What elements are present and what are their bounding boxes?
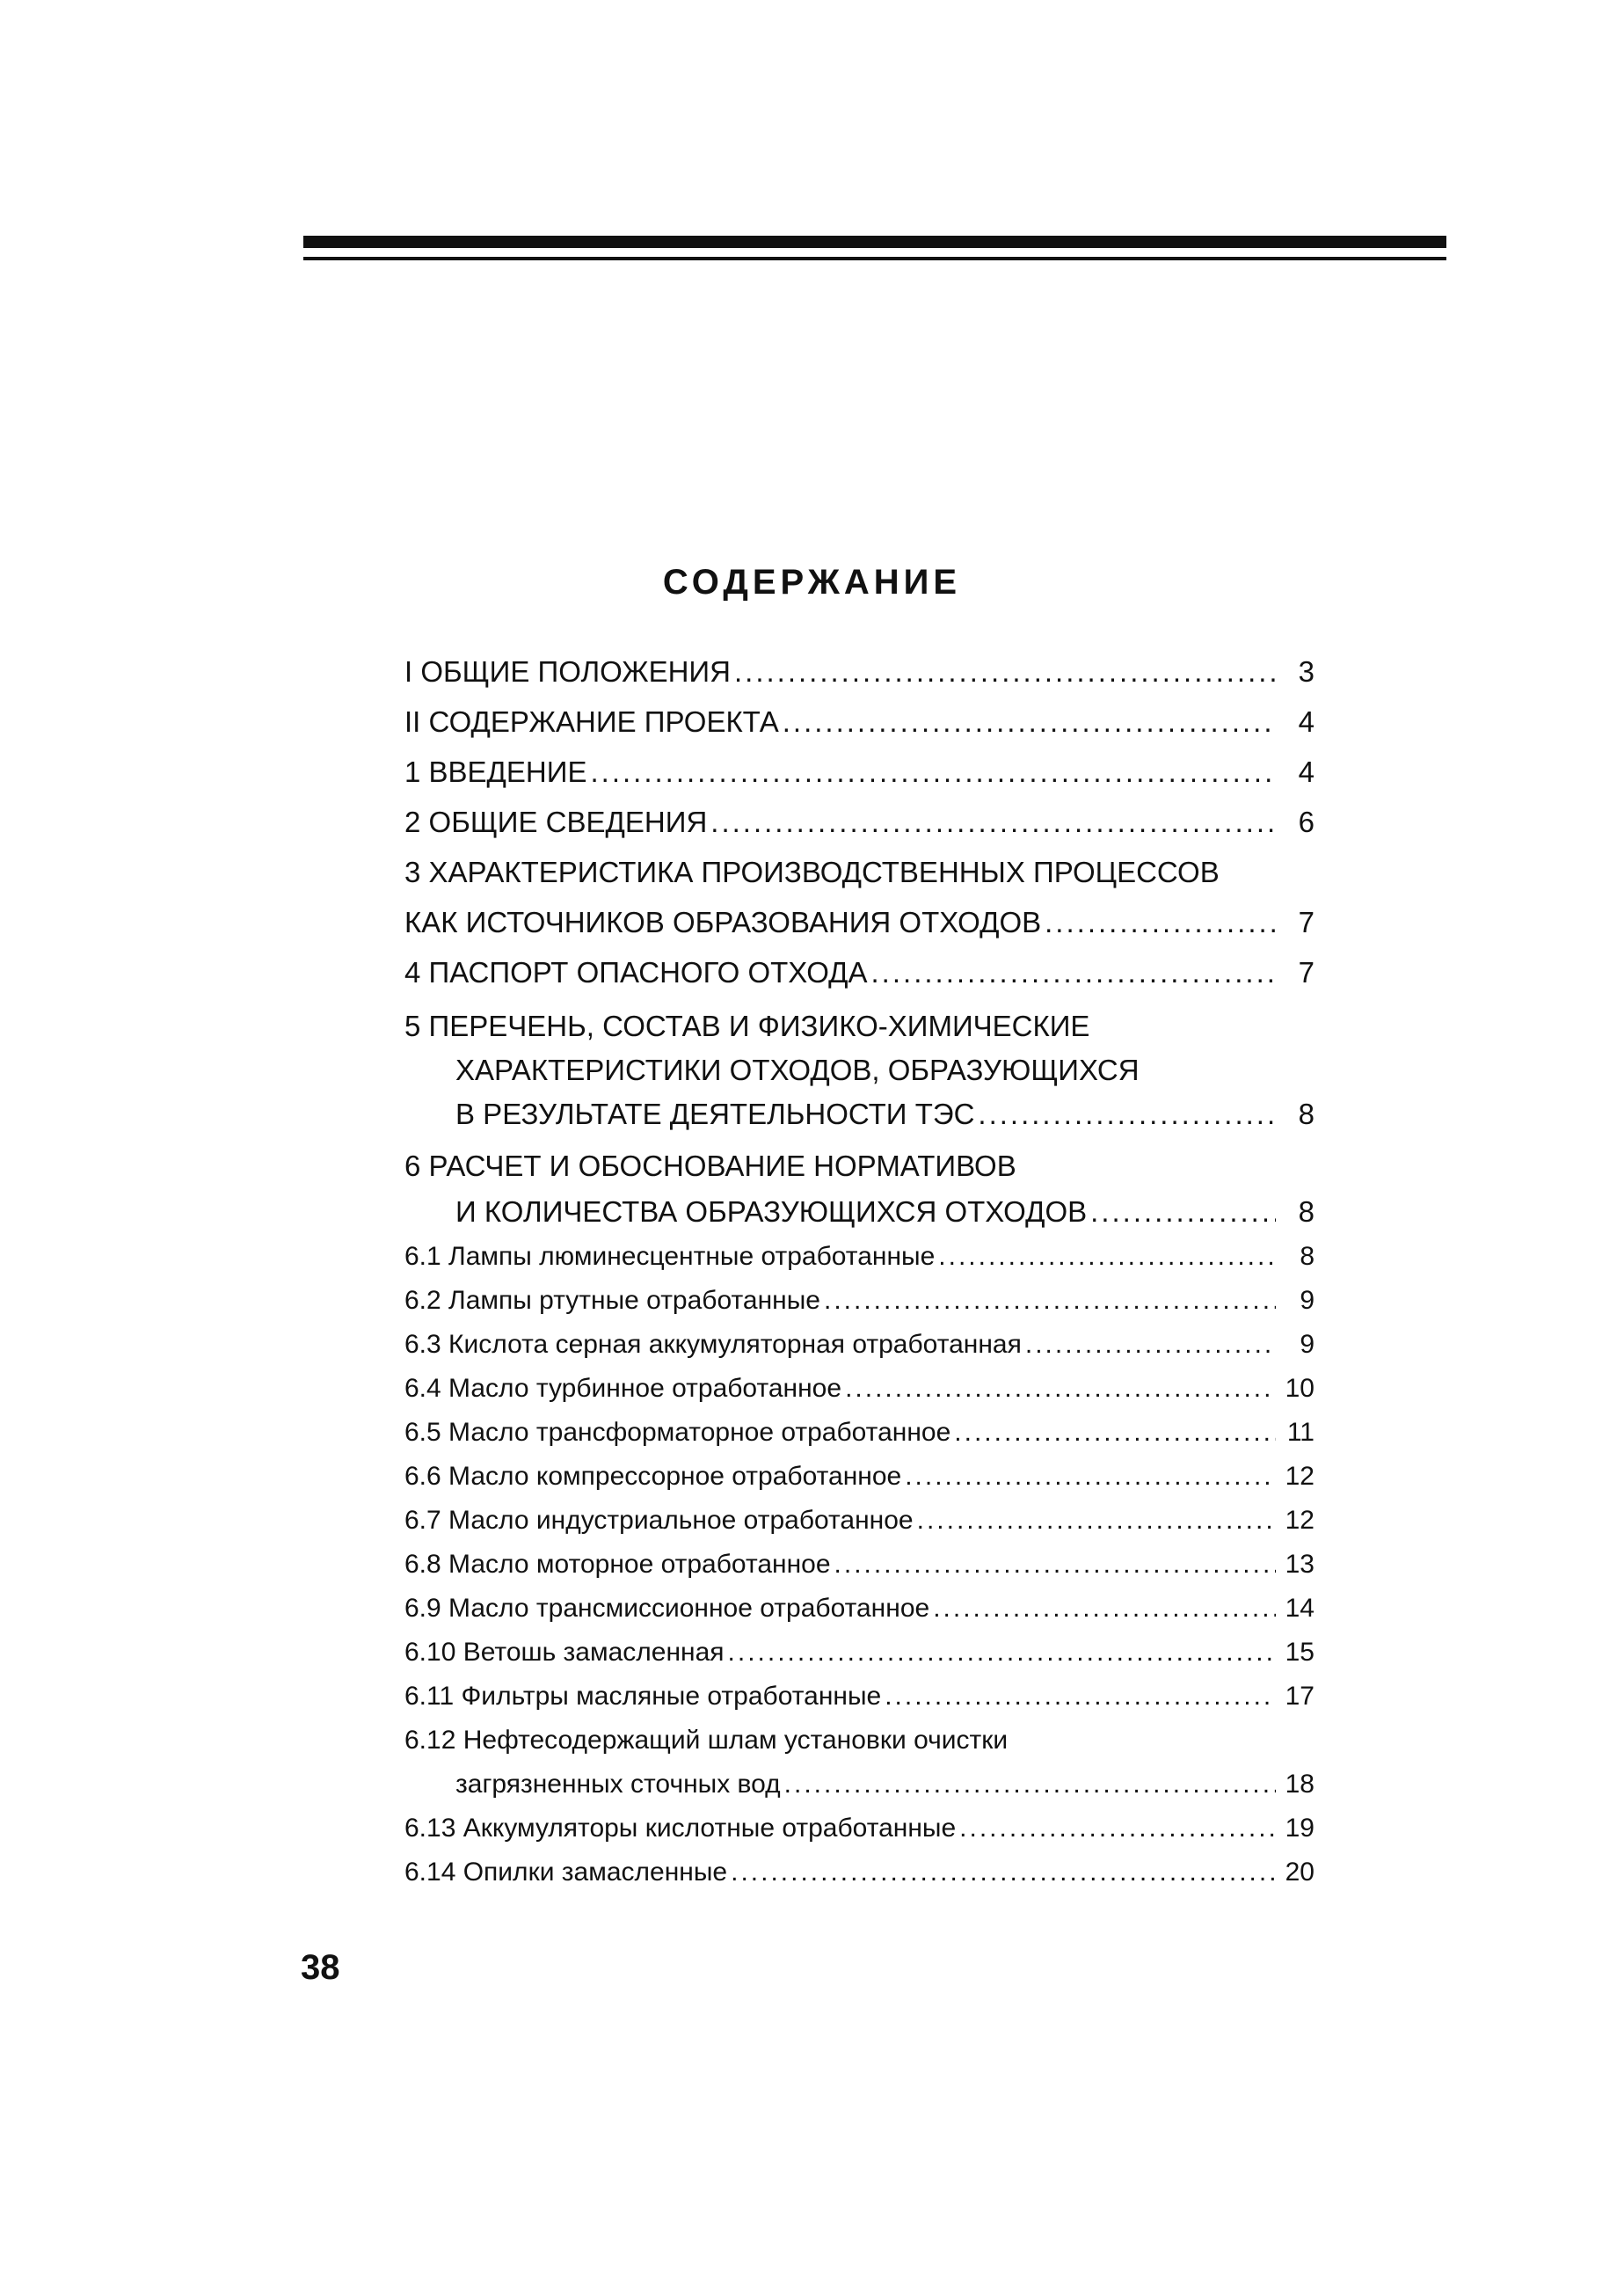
- toc-entry-label: 6.2 Лампы ртутные отработанные: [404, 1286, 820, 1315]
- toc-entry-label: 6.6 Масло компрессорное отработанное: [404, 1462, 902, 1491]
- leader-dots: [731, 1851, 1276, 1894]
- leader-dots: [845, 1367, 1276, 1411]
- toc-entry-page: 8: [1298, 1195, 1314, 1228]
- toc-entry-page: 7: [1298, 906, 1314, 938]
- leader-dots: [784, 1763, 1276, 1807]
- leader-dots: [710, 797, 1276, 847]
- toc-entry-page: 8: [1300, 1242, 1314, 1271]
- toc-entry-label: 6.1 Лампы люминесцентные отработанные: [404, 1242, 936, 1271]
- leader-dots: [978, 1092, 1276, 1136]
- toc-entry-label: 6.12 Нефтесодержащий шлам установки очистки: [404, 1726, 1009, 1755]
- leader-dots: [1090, 1189, 1276, 1235]
- toc-entry-page: 17: [1285, 1682, 1314, 1711]
- toc-entry-page: 4: [1298, 705, 1314, 738]
- header-rule-thin: [303, 257, 1446, 260]
- toc-entry-page: 7: [1298, 956, 1314, 989]
- toc-entry-label: КАК ИСТОЧНИКОВ ОБРАЗОВАНИЯ ОТХОДОВ: [404, 906, 1042, 938]
- toc-entry-label: 2 ОБЩИЕ СВЕДЕНИЯ: [404, 806, 708, 838]
- leader-dots: [917, 1499, 1276, 1543]
- toc-entry-page: 12: [1285, 1506, 1314, 1535]
- toc-entry[interactable]: [404, 1411, 1314, 1455]
- toc-entry[interactable]: [404, 797, 1314, 847]
- toc-entry-label: ХАРАКТЕРИСТИКИ ОТХОДОВ, ОБРАЗУЮЩИХСЯ: [455, 1054, 1140, 1086]
- toc-entry-label: 6.8 Масло моторное отработанное: [404, 1550, 831, 1579]
- toc-entry[interactable]: [404, 1189, 1314, 1235]
- toc-entry-label: I ОБЩИЕ ПОЛОЖЕНИЯ: [404, 655, 731, 688]
- toc-entry[interactable]: [404, 847, 1314, 897]
- toc-entry[interactable]: [404, 697, 1314, 747]
- toc-entry[interactable]: [404, 1143, 1314, 1189]
- toc-entry[interactable]: [404, 1763, 1314, 1807]
- toc-entry-page: 10: [1285, 1374, 1314, 1403]
- toc-entry[interactable]: [404, 1631, 1314, 1675]
- toc-title: СОДЕРЖАНИЕ: [662, 563, 962, 602]
- toc-entry-page: 4: [1298, 756, 1314, 788]
- toc-entry-label: 6.7 Масло индустриальное отработанное: [404, 1506, 914, 1535]
- toc-entry[interactable]: [404, 1367, 1314, 1411]
- toc-entry-label: 6.4 Масло турбинное отработанное: [404, 1374, 842, 1403]
- toc-entry-label: 3 ХАРАКТЕРИСТИКА ПРОИЗВОДСТВЕННЫХ ПРОЦЕССОВ: [404, 856, 1220, 888]
- toc-entry-label: загрязненных сточных вод: [455, 1770, 781, 1799]
- toc-entry-label: И КОЛИЧЕСТВА ОБРАЗУЮЩИХСЯ ОТХОДОВ: [455, 1195, 1088, 1228]
- table-of-contents: [404, 646, 1314, 1894]
- toc-entry[interactable]: [404, 1719, 1314, 1763]
- leader-dots: [938, 1235, 1276, 1279]
- toc-entry[interactable]: [404, 1851, 1314, 1894]
- toc-entry[interactable]: [404, 1499, 1314, 1543]
- toc-entry-page: 12: [1285, 1462, 1314, 1491]
- toc-entry[interactable]: [404, 1323, 1314, 1367]
- toc-entry-label: 6.13 Аккумуляторы кислотные отработанные: [404, 1814, 957, 1843]
- toc-entry-page: 8: [1298, 1098, 1314, 1130]
- toc-entry-page: 15: [1285, 1638, 1314, 1667]
- leader-dots: [590, 747, 1276, 797]
- toc-entry-page: 13: [1285, 1550, 1314, 1579]
- toc-entry-page: 18: [1285, 1770, 1314, 1799]
- toc-entry[interactable]: [404, 1587, 1314, 1631]
- leader-dots: [728, 1631, 1276, 1675]
- toc-entry[interactable]: [404, 1235, 1314, 1279]
- toc-entry[interactable]: [404, 646, 1314, 697]
- leader-dots: [1025, 1323, 1276, 1367]
- toc-entry[interactable]: [404, 747, 1314, 797]
- toc-entry-page: 9: [1300, 1286, 1314, 1315]
- leader-dots: [824, 1279, 1276, 1323]
- page-number: 38: [301, 1948, 340, 1987]
- leader-dots: [954, 1411, 1276, 1455]
- toc-entry-page: 14: [1285, 1594, 1314, 1623]
- toc-entry-label: II СОДЕРЖАНИЕ ПРОЕКТА: [404, 705, 779, 738]
- toc-entry-page: 6: [1298, 806, 1314, 838]
- toc-entry[interactable]: [404, 1004, 1314, 1048]
- toc-entry[interactable]: [404, 1675, 1314, 1719]
- toc-entry-label: 4 ПАСПОРТ ОПАСНОГО ОТХОДА: [404, 956, 868, 989]
- toc-entry-label: 6.14 Опилки замасленные: [404, 1858, 728, 1887]
- leader-dots: [734, 646, 1276, 697]
- toc-entry-label: 6.11 Фильтры масляные отработанные: [404, 1682, 882, 1711]
- leader-dots: [783, 697, 1276, 747]
- leader-dots: [905, 1455, 1276, 1499]
- toc-entry-page: 19: [1285, 1814, 1314, 1843]
- toc-entry[interactable]: [404, 1092, 1314, 1136]
- leader-dots: [1045, 897, 1276, 947]
- toc-entry-page: 20: [1285, 1858, 1314, 1887]
- toc-entry[interactable]: [404, 1048, 1314, 1092]
- leader-dots: [834, 1543, 1276, 1587]
- toc-entry[interactable]: [404, 1455, 1314, 1499]
- toc-entry-label: 6.9 Масло трансмиссионное отработанное: [404, 1594, 930, 1623]
- toc-entry-label: 5 ПЕРЕЧЕНЬ, СОСТАВ И ФИЗИКО-ХИМИЧЕСКИЕ: [404, 1010, 1090, 1042]
- toc-entry-page: 3: [1298, 655, 1314, 688]
- toc-entry[interactable]: [404, 897, 1314, 947]
- toc-entry-label: 6.3 Кислота серная аккумуляторная отработанная: [404, 1330, 1022, 1359]
- toc-entry[interactable]: [404, 1807, 1314, 1851]
- toc-entry-label: 6 РАСЧЕТ И ОБОСНОВАНИЕ НОРМАТИВОВ: [404, 1150, 1016, 1182]
- toc-entry[interactable]: [404, 1279, 1314, 1323]
- toc-entry-label: 1 ВВЕДЕНИЕ: [404, 756, 587, 788]
- toc-entry-label: В РЕЗУЛЬТАТЕ ДЕЯТЕЛЬНОСТИ ТЭС: [455, 1098, 975, 1130]
- toc-entry[interactable]: [404, 1543, 1314, 1587]
- toc-entry[interactable]: [404, 947, 1314, 997]
- toc-entry-label: 6.5 Масло трансформаторное отработанное: [404, 1418, 951, 1447]
- toc-entry-page: 11: [1286, 1418, 1314, 1447]
- leader-dots: [871, 947, 1276, 997]
- header-rule-thick: [303, 236, 1446, 248]
- toc-entry-page: 9: [1300, 1330, 1314, 1359]
- leader-dots: [885, 1675, 1276, 1719]
- leader-dots: [933, 1587, 1276, 1631]
- leader-dots: [959, 1807, 1276, 1851]
- toc-entry-label: 6.10 Ветошь замасленная: [404, 1638, 725, 1667]
